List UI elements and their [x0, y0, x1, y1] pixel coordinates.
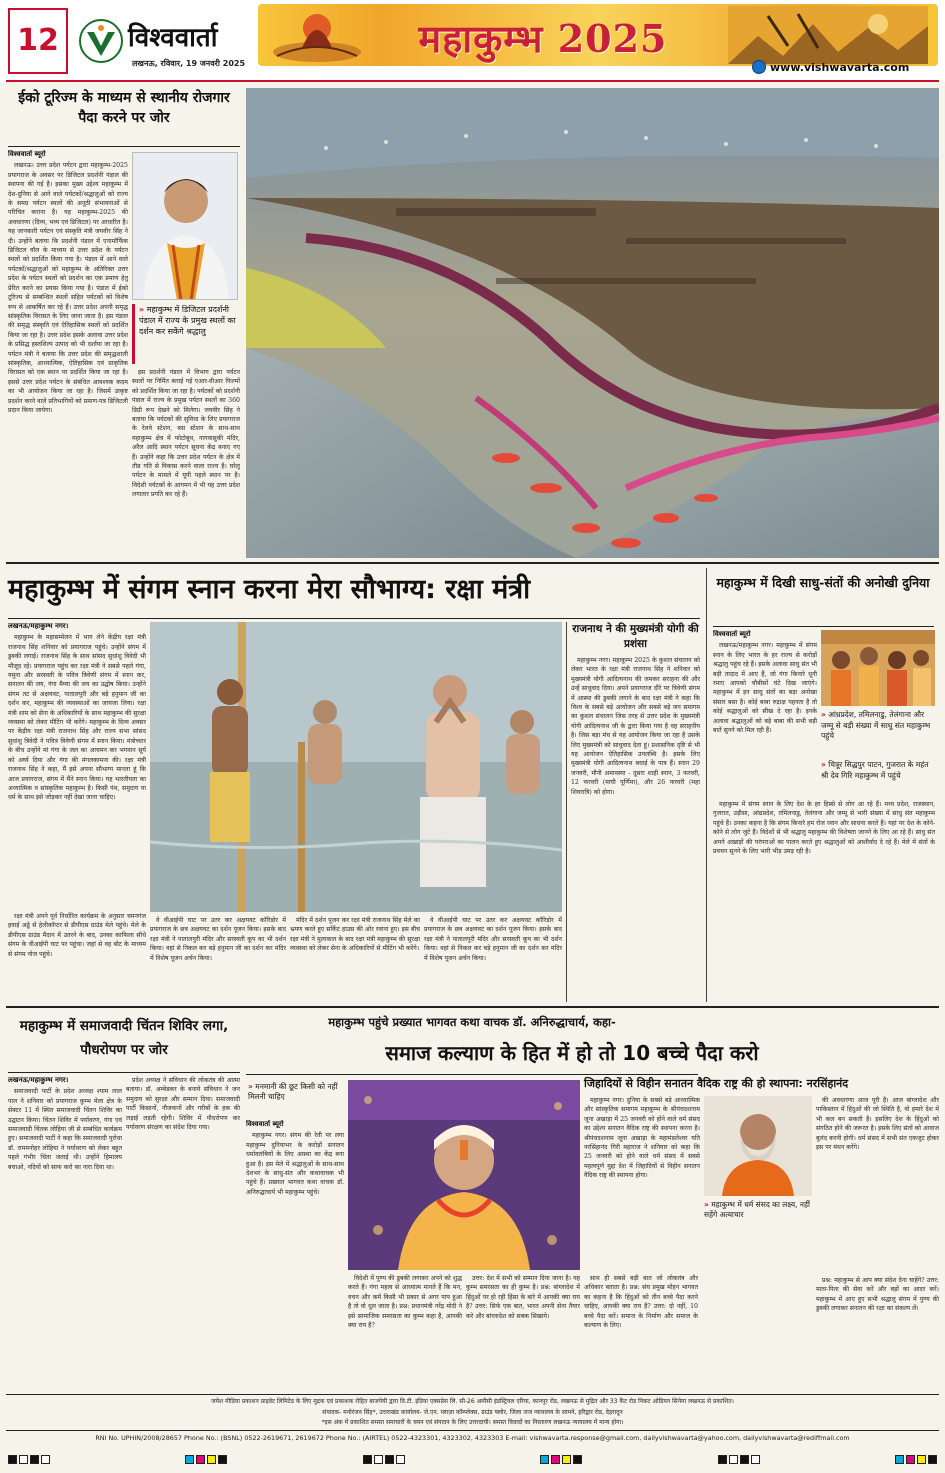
divider — [8, 146, 240, 147]
registration-marks — [8, 1455, 50, 1464]
registration-marks — [185, 1455, 227, 1464]
globe-icon — [752, 60, 766, 74]
divider — [6, 1006, 939, 1008]
divider — [6, 562, 939, 564]
article5-body-col4: साथ ही सबसे बड़ी बात जो लोकतंत्र और अधिकार बताता है। प्रश्न: संघ प्रमुख मोहन भागवत का कहना है कि हिंदुओं को तीन बच्चे पैदा करने चाहिए, आपकी क्या राय है? उत्तर: दो नहीं, 10 बच्चे पैदा करें। समाज के निर्माण और समाज के कल्याण के लिए। — [584, 1275, 698, 1330]
dateline: लखनऊ, रविवार, 19 जनवरी 2025 — [132, 59, 246, 68]
banner — [258, 4, 938, 66]
article6-body-col2: की अवधारणा आज पूरी है। आज बांग्लादेश और पाकिस्तान में हिंदुओं की जो स्थिति है, वो हमारे देश में भी कल बन सकती है। इसलिए देश के हिंदुओं को संगठित होने की जरूरत है। इसके लिए संतों को आवाज बुलंद करनी होगी। धर्म संसद में सभी संत एकजुट होकर इस पर मंथन करेंगे। — [816, 1097, 939, 1152]
contact-line: RNI No. UPHIN/2008/28657 Phone No.: (BSNL) 0522-2619671, 2619672 Phone No.: (AIRTEL) 0522-4323301, 4323302, 4323303 E-mail: vishwavarta.response@gmail.com, dailyvishwavarta@yahoo.com, dailyvishwavarta@rediffmail.com — [95, 1434, 850, 1442]
minister-portrait — [132, 152, 238, 300]
registration-marks — [895, 1455, 937, 1464]
masthead — [0, 0, 945, 82]
masthead-rule — [6, 80, 939, 82]
article2-body-col3: वे वीआईपी घाट पर उतर कर अक्षयवट कॉरिडोर में प्रयागराज के छत्र अक्षयवट का दर्शन पूजन किया। इसके बाद रक्षा मंत्री ने पातालपुरी मंदिर और सरस्वती कूप का भी दर्शन किया। वहां से निकल कर बड़े हनुमान जी का दर्शन कर मंदिर में विशेष पूजन अर्चन किया। — [150, 917, 286, 962]
divider — [8, 1072, 240, 1073]
sidebar-body: महाकुम्भ नगर। महाकुम्भ 2025 के कुशल संचालन को लेकर भारत के रक्षा मंत्री राजनाथ सिंह ने शनिवार को मुख्यमंत्री योगी आदित्यनाथ की जमकर सराहना की और उन्हें साधुवाद दिया। अपने प्रयागराज दौरे पर त्रिवेणी संगम में आस्था की डुबकी लगाने के बाद रक्षा मंत्री ने कहा कि विश्व के सबसे बड़े आयोजन और सबसे बड़े जन समागम का कुशल संचालन जिस तरह से उत्तर प्रदेश के मुख्यमंत्री योगी आदित्यनाथ जी के द्वारा किया गया है वह सराहनीय है। जिस बड़ा मंच से यह आयोजन किया जा रहा है उसके लिए मुख्यमंत्री को साधुवाद देता हूं। प्रशासनिक दृष्टि से भी यह आयोजन ऐतिहासिक उपलब्धि है। इसके लिए मुख्यमंत्री योगी आदित्यनाथ बधाई के पात्र हैं। स्नान 29 जनवरी, मौनी अमावस्या - दूसरा शाही स्नान, 3 फरवरी, 12 फरवरी (माघी पूर्णिमा), और 26 फरवरी (महा शिवरात्रि) को होगा। — [571, 657, 700, 796]
logo-emblem — [78, 18, 124, 64]
divider — [6, 1394, 939, 1395]
divider — [8, 618, 700, 619]
article6-callout: » महाकुम्भ में धर्म संसद का लक्ष्य, नहीं सहेंगे अत्याचार — [704, 1200, 810, 1219]
color-registration-bar — [8, 1452, 937, 1466]
sidebar-headline: राजनाथ ने की मुख्यमंत्री योगी की प्रशंसा — [572, 623, 699, 650]
article1-body-col1: विश्ववार्ता ब्यूरो लखनऊ। उत्तर प्रदेश पर्यटन द्वारा महाकुम्भ-2025 प्रयागराज के अवसर पर डिजिटल प्रदर्शनी पंडाल की स्थापना की गई है। इसका मुख्य उद्देश्य महाकुम्भ में देश-दुनिया से आने वाले पर्यटकों/श्रद्धालुओं को राज्य के समग्र पर्यटन स्थलों की अनूठी संभावनाओं से परिचित कराना है। यह महाकुम्भ-2025 की अवधारणा (दिव्य, भव्य एवं डिजिटल) पर आधारित है। यह जानकारी पर्यटन एवं संस्कृति मंत्री जयवीर सिंह ने दी। उन्होंने बताया कि प्रदर्शनी पंडाल में एनामॉर्फिक डिजिटल वॉल के माध्यम से उत्तर प्रदेश के पर्यटन स्थलों को प्रदर्शित किया गया है। पंडाल में आने वाले पर्यटकों/श्रद्धालुओं को महाकुम्भ के अतिरिक्त उत्तर प्रदेश के पर्यटन स्थलों को प्रदर्शन का एक प्रमाण हेतु प्रेरित करने का प्रयास किया गया है। पंडाल में ईको टूरिज्म से सम्बन्धित स्थलों सहित पर्यटकों को विशेष रूप से आकर्षित कर रहे हैं। उत्तर प्रदेश अपनी समृद्ध सांस्कृतिक विरासत के लिए जाना जाता है। इस पंडाल की समृद्ध संस्कृति एवं ऐतिहासिक स्थलों को प्रदर्शित किया जा रहा है। उत्तर प्रदेश इसके अलावा उत्तर प्रदेश के प्रसिद्ध हस्तशिल्प उत्पाद को भी दर्शाया जा रहा है। पर्यटन मंत्री ने बताया कि उत्तर प्रदेश की समृद्धशाली सांस्कृतिक, आध्यात्मिक, ऐतिहासिक एवं प्राकृतिक विरासत को एक स्थान पर प्रदर्शित किया जा रहा है। इससे उत्तर प्रदेश पर्यटन के संबंधित आवश्यक कदम का भी आयोजन किया जा रहा है। जिसमें उत्कृष्ट प्रदर्शन करने वाले प्रतिभागियों को प्रमाण-पत्र डिजिटली प्रदान किया जायेगा। — [8, 150, 128, 414]
divider — [713, 626, 934, 627]
article1-callout: » महाकुम्भ में डिजिटल प्रदर्शनी पंडाल में राज्य के प्रमुख स्थलों का दर्शन कर सकेंगे श्रद्धालु — [132, 304, 242, 364]
article3-headline: महाकुम्भ में दिखी साधु-संतों की अनोखी दुनिया — [716, 575, 930, 590]
article5-body-col3: उत्तर: देश में सभी को सम्मान दिया जाना है। यह कुम्भ समरसता का ही कुम्भ है। प्रश्न: बांग्लादेश में हिंदुओं पर हो रही हिंसा के बारे में आपकी क्या राय है? उत्तर: सिर्फ एक बात, भारत अपनी सेना तैयार करे और बांग्लादेश को सबक सिखाये। — [466, 1275, 580, 1320]
divider — [6, 1430, 939, 1431]
paper-name: विश्ववार्ता — [128, 23, 218, 53]
page-number: 12 — [8, 8, 68, 74]
article3-callout: » आंध्रप्रदेश, तमिलनाडु, तेलंगाना और जम्मू से बड़ी संख्या में साधु संत महाकुम्भ पहुंचे — [821, 710, 931, 740]
article2-sidebar — [566, 622, 700, 1002]
rajnath-snan-photo — [150, 622, 562, 912]
quote-mark-icon: » — [704, 1200, 709, 1209]
sadhu-group-photo — [821, 630, 935, 706]
aniruddhacharya-photo — [348, 1080, 580, 1270]
registration-marks — [363, 1455, 405, 1464]
article5-callout: » मनमानी की छूट किसी को नहीं मिलनी चाहिए — [248, 1082, 338, 1101]
article4-body-col2: प्रदेश अध्यक्ष ने संविधान की लोकतंत्र की आत्मा बताया। डॉ. अम्बेडकर के बनाये संविधान ने जन समुदाय को सुरक्षा और सम्मान दिया। समाजवादी पार्टी किसानों, नौजवानों और गरीबों के हक की लड़ाई लड़ती रहेगी। शिविर में पौधरोपण कर पर्यावरण संरक्षण का संदेश दिया गया। — [126, 1077, 240, 1132]
quote-mark-icon: » — [139, 305, 145, 314]
quote-mark-icon: » — [821, 710, 826, 719]
registration-marks — [540, 1455, 582, 1464]
imprint-line: जयेश मीडिया प्रकाशन प्राइवेट लिमिटेड के लिए मुद्रक एवं प्रकाशक रोहित बाजपेयी द्वारा वि.टी. इंडिया एक्सप्रेस लि. सी-26 अमौसी इंडस्ट्रियल एरिया, कानपुर रोड, लखनऊ से मुद्रित और 33 कैंट रोड निकट ओडियन सिनेमा लखनऊ से प्रकाशित। — [211, 1398, 734, 1405]
article5-headline: समाज कल्याण के हित में हो तो 10 बच्चे पैदा करो — [385, 1041, 759, 1065]
article2-body-col5: वे वीआईपी घाट पर उतर कर अक्षयवट कॉरिडोर में प्रयागराज के छत्र अक्षयवट का दर्शन पूजन किया। इसके बाद रक्षा मंत्री ने पातालपुरी मंदिर और सरस्वती कूप का भी दर्शन किया। वहां से निकल कर बड़े हनुमान जी का दर्शन कर मंदिर में विशेष पूजन अर्चन किया। — [424, 917, 562, 962]
article3-body-top: विश्ववार्ता ब्यूरो लखनऊ/महाकुम्भ नगर। महाकुम्भ में संगम स्नान के लिए भारत के हर राज्य से करोड़ों श्रद्धालु पहुंच रहे हैं। इसके अलावा साधु संत भी बड़ी तादाद में आए हैं, जो गंगा किनारे धूनी रमाए आपको चौबीसों घंटे दिख जाएंगे। महाकुम्भ में इन साधु संतों का बड़ा अनोखा संसार बसा है। कोई बाबा रुद्राक्ष पहनता है तो कोई श्रद्धालुओं को सीख दे रहा है। इनके अलावा श्रद्धालुओं को बड़े बाबा की सभी बड़ी बातें सुनने को मिल रही हैं। — [713, 630, 817, 735]
article6-body-bottom: प्रश्न: महाकुम्भ से आप क्या संदेश देना चाहेंगे? उत्तर: माता-पिता की सेवा करें और बड़ों का आदर करें। महाकुम्भ में आए हुए सभी श्रद्धालु संगम में पुण्य की डुबकी लगाकर सनातन की रक्षा का संकल्प लें। — [816, 1277, 939, 1313]
imprint-line: *इस अंक में प्रकाशित समस्त समाचारों के चयन एवं संपादन के लिए उत्तरदायी। समस्त विवादों का निस्तारण लखनऊ न्यायालय में मान्य होगा। — [321, 1419, 624, 1426]
article2-body-col2: रक्षा मंत्री अपने पूर्व निर्धारित कार्यक्रम के अनुसार चमनगंज हवाई अड्डे से हेलीकॉप्टर से डीपीएस ग्राउंड मेले पहुंचे। मेले के डीपीएस ग्राउंड मैदान में उतरने के बाद, उनका काफिला सीधे संगम के वीआईपी घाट पर पहुंचा। जहां से वह बोट के माध्यम से संगम नोज पहुंचे। — [8, 913, 146, 958]
website-text: www.vishwavarta.com — [770, 60, 910, 74]
quote-mark-icon: » — [248, 1082, 253, 1091]
article1-headline: ईको टूरिज्म के माध्यम से स्थानीय रोजगार पैदा करने पर जोर — [18, 90, 230, 126]
article3-body-bottom: महाकुम्भ में संगम स्नान के लिए देश के हर हिस्से से लोग आ रहे हैं। मध्य प्रदेश, राजस्थान, गुजरात, उड़ीसा, आंध्रप्रदेश, तमिलनाडु, तेलंगाना और जम्मू से भारी संख्या में साधु संत महाकुम्भ पहुंचे हैं। उनका कहना है कि संगम किनारे हम रोज ध्यान और साधना करते हैं। यहां पर देश के कोने-कोने से लोग जुटे हैं। विदेशों से भी श्रद्धालु महाकुम्भ की विशेषता जानने के लिए आ रहे हैं। साधु संत अपने अखाड़ों की परंपराओं का पालन करते हुए श्रद्धालुओं को आशीर्वाद दे रहे हैं। मेले में संतों के प्रवचन सुनने के लिए भारी भीड़ उमड़ रही है। — [713, 801, 935, 856]
registration-marks — [718, 1455, 760, 1464]
article4-headline: महाकुम्भ में समाजवादी चिंतन शिविर लगा, पौधरोपण पर जोर — [19, 1018, 229, 1058]
website-link[interactable] — [752, 58, 938, 76]
article3-box — [706, 568, 939, 1002]
article1-body-col2: इस प्रदर्शनी पंडाल में विभाग द्वारा पर्यटन स्थलों पर निर्मित कराई गई एआर-वीआर फिल्मों को प्रदर्शित किया जा रहा है। पर्यटकों को प्रदर्शनी पंडाल में राज्य के प्रमुख पर्यटन स्थलों का 360 डिग्री रूप देखने को मिलेगा। जयवीर सिंह ने बताया कि पर्यटकों की सुविधा के लिए प्रयागराज के रेलवे स्टेशन, बस स्टेशन के साथ-साथ महाकुम्भ क्षेत्र में फोटोबूथ, नागवासुकी मंदिर, अरैल आदि स्थान पर्यटन सूचना केंद्र बनाए गए हैं। उन्होंने कहा कि उत्तर प्रदेश पर्यटन के क्षेत्र में तीव्र गति से विकास करने वाला राज्य है। घरेलू पर्यटन के मामले में यूपी पहले स्थान पर है। विदेशी पर्यटकों के आगमन में भी यह उत्तर प्रदेश लगातार प्रगति कर रहे हैं। — [132, 369, 240, 499]
divider — [246, 1074, 698, 1075]
banner-art-right — [728, 6, 928, 64]
article6-headline: जिहादियों से विहीन सनातन वैदिक राष्ट्र की हो स्थापना: नरसिंहानंद — [584, 1076, 939, 1092]
article2-body-col4: मंदिर में दर्शन पूजन कर रक्षा मंत्री राजनाथ सिंह मेले का भ्रमण करते हुए सर्किट हाउस की ओर रवाना हुए। इस बीच रक्षा मंत्री ने मुलाकात के बाद रक्षा मंत्री महाकुम्भ की सुरक्षा व्यवस्था को लेकर सेना के अधिकारियों से मीटिंग भी करेंगे। — [290, 917, 420, 953]
narsinghanand-photo — [704, 1096, 812, 1196]
article5-kicker: महाकुम्भ पहुंचे प्रख्यात भागवत कथा वाचक डॉ. अनिरुद्धाचार्य, कहा- — [328, 1015, 616, 1029]
article3-callout-2: » चित्रूर सिद्धपुर पाटन, गुजरात के महंत श्री देव गिरि महाकुम्भ में पहुंचे — [821, 760, 929, 780]
article6-body-col1: महाकुम्भ नगर। दुनिया के सबसे बड़े आध्यात्मिक और सांस्कृतिक समागम महाकुम्भ के श्रीपंचदशनाम जूना अखाड़ा में 25 जनवरी को होने वाले धर्म संसद का उद्देश्य सनातन वैदिक राष्ट्र की स्थापना करना है। श्रीपंचदशनाम जूना अखाड़ा के महामंडलेश्वर यति नरसिंहानंद गिरी महाराज ने शनिवार को कहा कि 25 जनवरी को होने वाले धर्म संसद में सबसे महत्वपूर्ण मुद्दा देश में जिहादियों से विहीन सनातन वैदिक राष्ट्र की स्थापना होगा। — [584, 1097, 700, 1180]
article2-headline: महाकुम्भ में संगम स्नान करना मेरा सौभाग्य: रक्षा मंत्री — [8, 574, 531, 605]
article2-body-col1: लखनऊ/महाकुम्भ नगर। महाकुम्भ के महासम्मेलन में भाग लेने केंद्रीय रक्षा मंत्री राजनाथ सिंह शनिवार को प्रयागराज पहुंचे। उन्होंने संगम में डुबकी लगाई। राजनाथ सिंह के साथ सांसद सुधांशु त्रिवेदी भी मौजूद रहे। प्रयागराज पहुंच कर रक्षा मंत्री ने सबसे पहले गंगा, यमुना और सरस्वती के पवित्र त्रिवेणी संगम में स्नान कर, सनातन की जय, गंगा मैय्या की जय का उद्घोष किया। उन्होंने संगम तट से अक्षयवट, पातालपुरी और बड़े हनुमान जी का दर्शन कर, महाकुम्भ की व्यवस्थाओं का जायजा लिया। रक्षा मंत्री शाम को सेना के अधिकारियों के साथ महाकुम्भ की सुरक्षा व्यवस्था को लेकर मीटिंग भी करेंगे। महाकुम्भ के दिव्य अवसर पर केंद्रीय रक्षा मंत्री राजनाथ सिंह और राज्य सभा सांसद सुधांशु त्रिवेदी ने पवित्र त्रिवेणी संगम में स्नान किया। मंत्रोच्चार के बीच उन्होंने मां गंगा के जल का आचमन कर भगवान सूर्य को अर्घ्य दिया और गंगा की मंगलकामना की। रक्षा मंत्री राजनाथ सिंह ने कहा, मैं इसे अपना सौभाग्य मानता हूं कि आज प्रयागराज, संगम में मैंने स्नान किया। यह भारतीयता का अध्यात्मिक व सांस्कृतिक महाकुम्भ है। किसी पंथ, समुदाय या धर्म के साथ इसे जोड़कर नहीं देखा जाना चाहिए। — [8, 622, 146, 802]
article5-body-col2: विदेशी में पुण्य की डुबकी लगाकर अपने को शुद्ध करते हैं। गंगा महत्व से आध्यात्म मानते हैं कि मन, वचन और कर्म किसी भी प्रकार से अगर पाप हुआ है तो वो धुल जाता है। प्रश्न: प्रधानमंत्री नरेंद्र मोदी ने इसे सामाजिक समरसता का कुम्भ कहा है, आपकी क्या राय है? — [348, 1275, 462, 1330]
imprint-line: संपादक- मनोरंजन सिंह*, उत्तराखंड कार्यालय- जे.एन. प्लाज़ा कॉम्प्लेक्स, ग्राउंड फ्लोर, जिला जज न्यायालय के सामने, हरिद्वार रोड, देहरादून — [322, 1409, 623, 1416]
kumbh-aerial-photo — [246, 88, 939, 558]
banner-art-left — [272, 8, 362, 62]
banner-title: महाकुम्भ 2025 — [418, 16, 668, 61]
article4-body-col1: लखनऊ/महाकुम्भ नगर। समाजवादी पार्टी के प्रदेश अध्यक्ष श्याम लाल पाल ने शनिवार को प्रयागराज कुम्भ मेला क्षेत्र के सेक्टर 11 में स्थित समाजवादी चिंतन शिविर का उद्घाटन किया। चिंतन शिविर में पर्यावरण, गंगा एवं समाजवादी चिंतक लोहिया जी से सम्बंधित कार्यक्रम हुए। समाजवादी पार्टी ने कहा कि समाजवादी पुरोधा डॉ. राममनोहर लोहिया ने पर्यावरण को लेकर बहुत पहले गंभीर चिंता जताई थी। उन्होंने हिमालय बचाओ, नदियों को साफ करो का नारा दिया था। — [8, 1076, 122, 1171]
quote-mark-icon: » — [821, 760, 826, 769]
article5-body-col1: विश्ववार्ता ब्यूरो महाकुम्भ नगर। संगम की रेती पर लगा महाकुम्भ दुनियाभर के करोड़ों सनातन धर्मावलंबियों के लिए आस्था का केंद्र बना हुआ है। इस मेले में श्रद्धालुओं के साथ-साथ देशभर के साधु-संत और कथावाचक भी पहुंचे हैं। प्रख्यात भागवत कथा वाचक डॉ. अनिरुद्धाचार्य भी महाकुम्भ पहुंचे। — [246, 1120, 344, 1196]
article4-box — [8, 1010, 240, 1390]
